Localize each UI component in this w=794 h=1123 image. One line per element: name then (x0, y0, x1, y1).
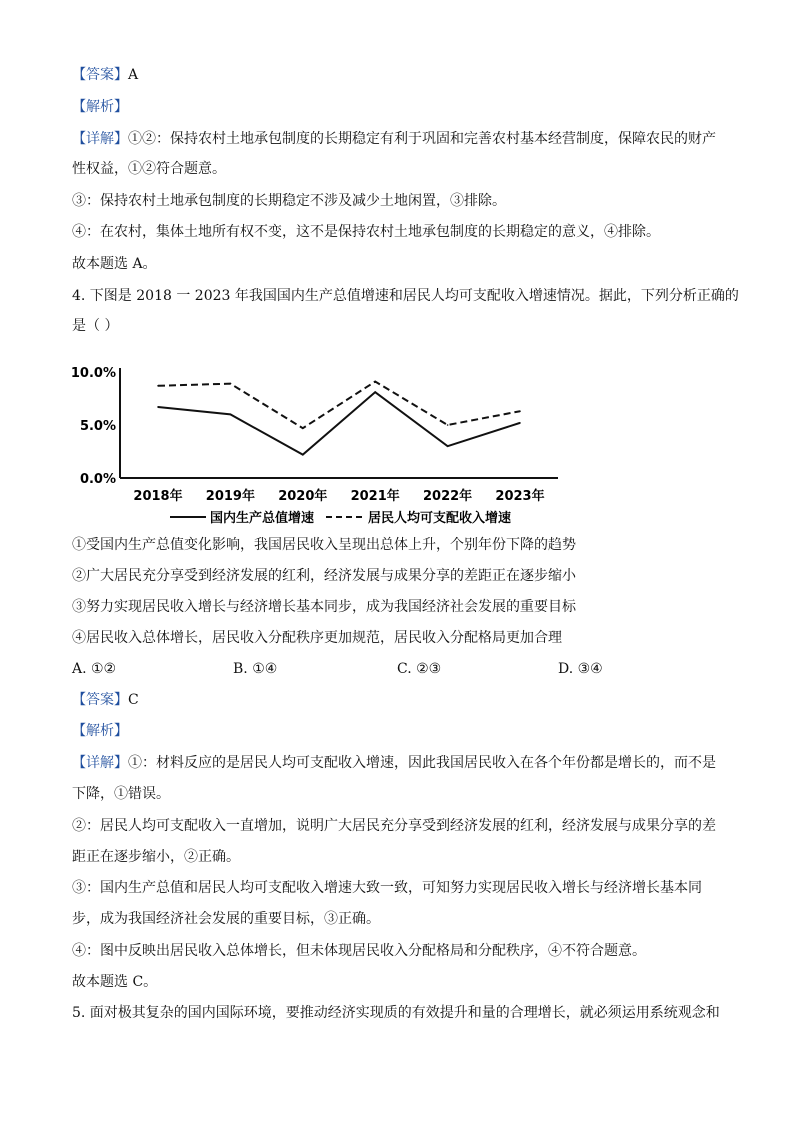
income-growth-point (519, 410, 521, 412)
q3-analysis-line (72, 97, 128, 117)
growth-line-chart (70, 352, 558, 532)
chart-series (157, 381, 521, 456)
x-tick-label: 2020年 (278, 489, 328, 504)
y-axis-ticks (71, 366, 116, 487)
gdp-growth-line (158, 392, 520, 455)
q3-detail-line-2: 性权益，①②符合题意。 (72, 161, 226, 177)
x-tick-label: 2019年 (205, 489, 255, 504)
gdp-growth-point (374, 391, 376, 393)
income-growth-line (158, 382, 520, 429)
q3-detail-line-1 (72, 129, 716, 149)
q4-stem-line-2: 是（ ） (72, 318, 119, 334)
q4-conclusion: 故本题选 C。 (72, 974, 158, 990)
q3-detail-line-3: ③：保持农村土地承包制度的长期稳定不涉及减少土地闲置，③排除。 (72, 193, 506, 209)
income-growth-point (157, 385, 159, 387)
q4-statement-3: ③努力实现居民收入增长与经济增长基本同步，成为我国经济社会发展的重要目标 (72, 599, 576, 615)
q4-statement-2: ②广大居民充分享受到经济发展的红利，经济发展与成果分享的差距正在逐步缩小 (72, 568, 576, 584)
gdp-growth-point (230, 414, 232, 416)
y-tick-label: 10.0% (70, 366, 116, 381)
x-tick-label: 2021年 (350, 489, 400, 504)
q4-detail-line-5: ③：国内生产总值和居民人均可支配收入增速大致一致，可知努力实现居民收入增长与经济增长基本同 (72, 880, 702, 896)
answer-value: C (128, 692, 139, 708)
answer-tag: 【答案】 (72, 692, 128, 708)
gdp-growth-point (157, 406, 159, 408)
legend-solid-label: 国内生产总值增速 (210, 511, 315, 526)
income-growth-point (302, 427, 304, 429)
x-tick-label: 2018年 (133, 489, 183, 504)
legend-dashed-label: 居民人均可支配收入增速 (368, 511, 512, 526)
option-a[interactable]: A. ①② (72, 661, 117, 677)
detail-text: ①②：保持农村土地承包制度的长期稳定有利于巩固和完善农村基本经营制度，保障农民的财产 (128, 131, 716, 147)
q4-statement-1: ①受国内生产总值变化影响，我国居民收入呈现出总体上升，个别年份下降的趋势 (72, 537, 576, 553)
q4-analysis-line (72, 721, 128, 741)
option-b[interactable]: B. ①④ (233, 661, 278, 677)
q4-answer-line (72, 690, 139, 710)
q4-detail-line-1 (72, 753, 716, 773)
income-growth-point (230, 383, 232, 385)
analysis-tag: 【解析】 (72, 723, 128, 739)
x-axis-ticks (133, 488, 544, 504)
x-tick-label: 2022年 (423, 489, 473, 504)
answer-tag: 【答案】 (72, 67, 128, 83)
gdp-growth-point (302, 454, 304, 456)
q3-answer-line (72, 65, 138, 85)
q4-statement-4: ④居民收入总体增长，居民收入分配秩序更加规范，居民收入分配格局更加合理 (72, 630, 562, 646)
y-tick-label: 0.0% (79, 472, 116, 487)
gdp-growth-point (447, 445, 449, 447)
q4-stem-line-1: 4. 下图是 2018 一 2023 年我国国内生产总值增速和居民人均可支配收入增速情况。据此，下列分析正确的 (72, 288, 739, 304)
q3-conclusion: 故本题选 A。 (72, 256, 157, 272)
detail-tag: 【详解】 (72, 131, 128, 147)
gdp-growth-point (519, 422, 521, 424)
q4-detail-line-4: 距正在逐步缩小，②正确。 (72, 849, 240, 865)
analysis-tag: 【解析】 (72, 99, 128, 115)
q3-detail-line-4: ④：在农村，集体土地所有权不变，这不是保持农村土地承包制度的长期稳定的意义，④排除。 (72, 224, 660, 240)
chart-legend (170, 510, 511, 526)
option-d[interactable]: D. ③④ (558, 661, 603, 677)
detail-text: ①：材料反应的是居民人均可支配收入增速，因此我国居民收入在各个年份都是增长的，而不是 (128, 755, 716, 771)
detail-tag: 【详解】 (72, 755, 128, 771)
income-growth-point (447, 424, 449, 426)
option-c[interactable]: C. ②③ (397, 661, 442, 677)
answer-value: A (128, 67, 139, 83)
income-growth-point (374, 381, 376, 383)
q5-stem-line-1: 5. 面对极其复杂的国内国际环境，要推动经济实现质的有效提升和量的合理增长，就必须运用系统观念和 (72, 1005, 720, 1021)
q4-detail-line-2: 下降，①错误。 (72, 786, 170, 802)
q4-detail-line-7: ④：图中反映出居民收入总体增长，但未体现居民收入分配格局和分配秩序，④不符合题意。 (72, 943, 646, 959)
y-tick-label: 5.0% (79, 419, 116, 434)
q4-detail-line-6: 步，成为我国经济社会发展的重要目标，③正确。 (72, 911, 380, 927)
q4-detail-line-3: ②：居民人均可支配收入一直增加，说明广大居民充分享受到经济发展的红利，经济发展与成果分享的差 (72, 818, 716, 834)
x-tick-label: 2023年 (495, 489, 545, 504)
